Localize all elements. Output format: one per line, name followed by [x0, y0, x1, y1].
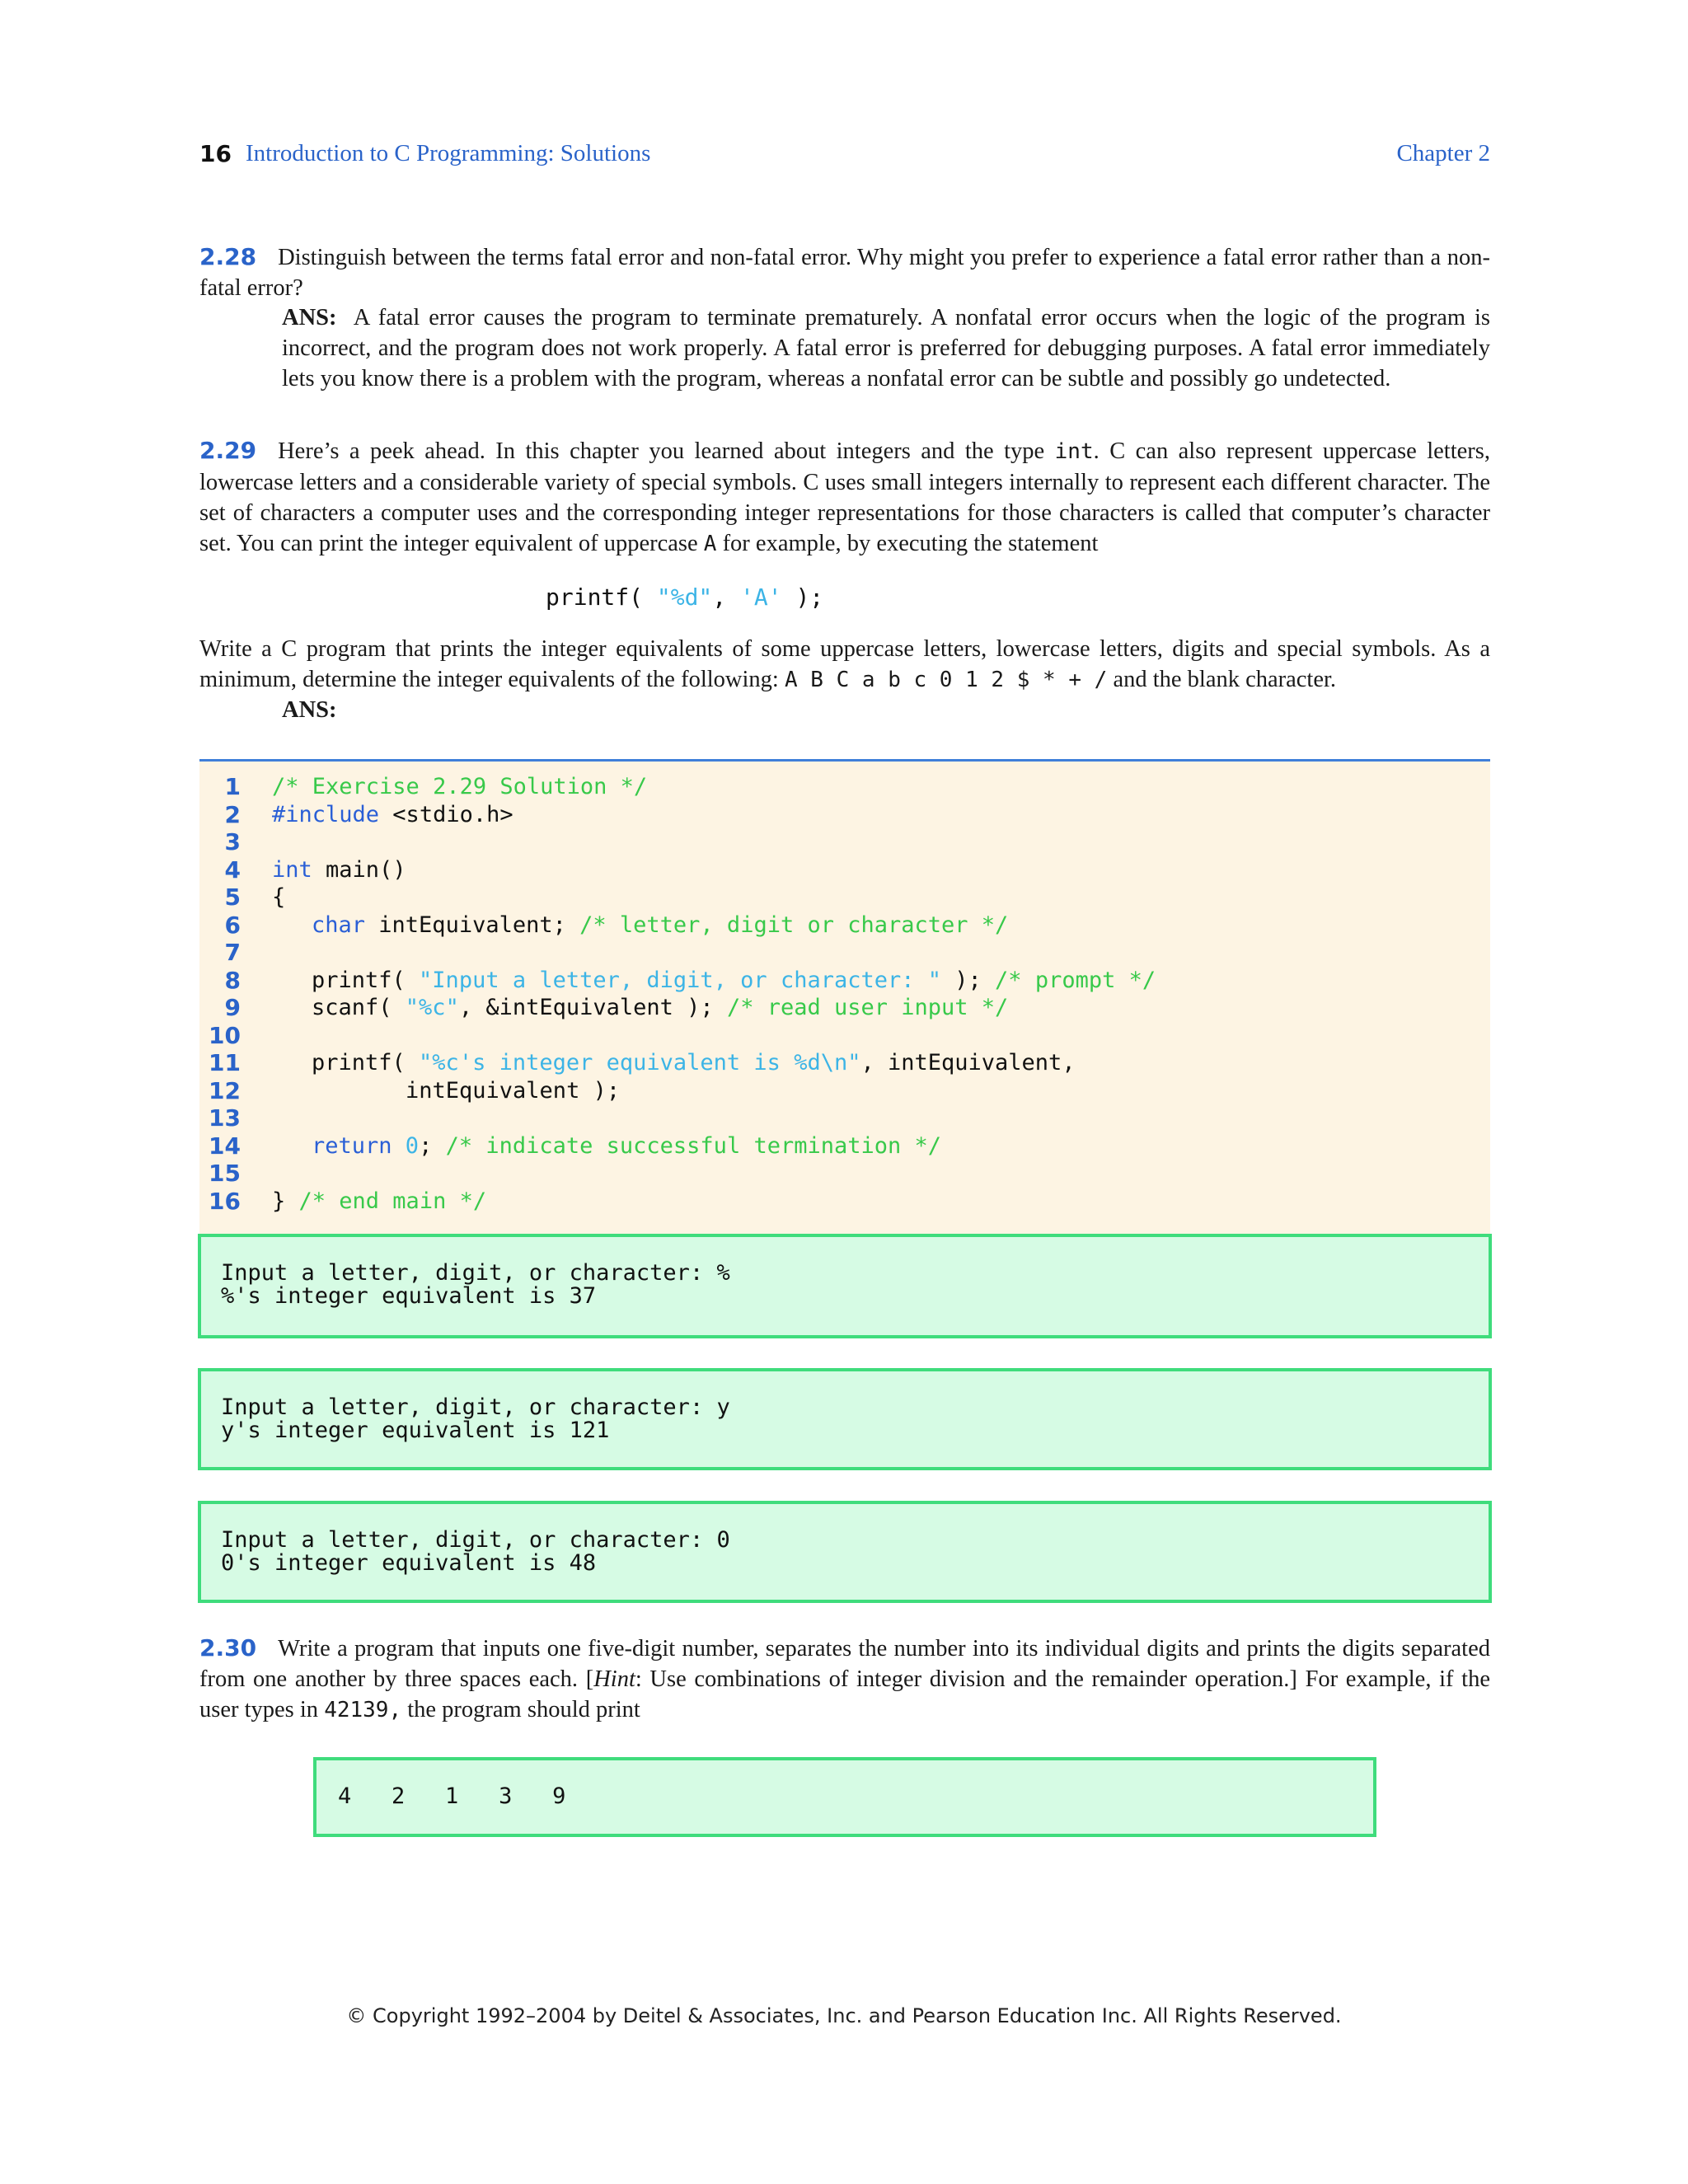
question-text-5: and the blank character.: [1113, 667, 1337, 692]
exercise-2-29-question: [199, 435, 1490, 560]
code-line: 16 } /* end main */: [209, 1188, 487, 1215]
output-box: [198, 1368, 1492, 1470]
code-line: 15: [209, 1160, 241, 1187]
inline-code-number: 42139,: [324, 1698, 402, 1722]
output-line: y's integer equivalent is 121: [221, 1418, 610, 1443]
code-line: 1 /* Exercise 2.29 Solution */: [224, 773, 648, 800]
inline-code-A: A: [703, 532, 717, 556]
code-line: 13: [209, 1104, 241, 1132]
copyright-footer: © Copyright 1992–2004 by Deitel & Associates, Inc. and Pearson Education Inc. All Rights Reserved.: [346, 2004, 1342, 2027]
output-box: [198, 1501, 1492, 1603]
output-line: 4 2 1 3 9: [338, 1783, 566, 1809]
question-text: Distinguish between the terms fatal error and non-fatal error. Why might you prefer to experience a fatal error rather than a non-fatal error?: [199, 245, 1490, 301]
answer-label: ANS:: [282, 305, 337, 330]
exercise-number: 2.30: [199, 1634, 257, 1661]
exercise-2-28-answer: [282, 302, 1490, 394]
question-text-3: for example, by executing the statement: [722, 531, 1099, 556]
exercise-2-29-answer-label: [282, 695, 1490, 725]
chapter-label: Chapter 2: [1396, 140, 1490, 166]
code-line: 3: [224, 828, 241, 855]
question-text-2: : Use combinations of integer division and the remainder operation.] For example, if the user types in: [199, 1666, 1490, 1722]
output-line: Input a letter, digit, or character: 0: [221, 1527, 730, 1553]
output-line: 0's integer equivalent is 48: [221, 1550, 597, 1576]
code-line: 14 return 0; /* indicate successful termination */: [209, 1132, 942, 1160]
code-line: 8 printf( "Input a letter, digit, or character: " ); /* prompt */: [224, 967, 1156, 994]
answer-text: A fatal error causes the program to terminate prematurely. A nonfatal error occurs when the logic of the program is incorrect, and the program does not work properly. A fatal error is preferred for debugging purposes. A fatal error immediately lets you know there is a problem with the program, whereas a nonfatal error can be subtle and possibly go undetected.: [282, 305, 1490, 391]
output-box: [198, 1234, 1492, 1338]
code-line: 9 scanf( "%c", &intEquivalent ); /* read user input */: [224, 994, 1009, 1021]
question-text-1: Write a program that inputs one five-digit number, separates the number into its individual digits and prints the digits separated from one another by three spaces each. [: [199, 1636, 1490, 1692]
exercise-number: 2.29: [199, 437, 257, 464]
code-line: 4 int main(): [224, 856, 406, 883]
question-text-4: Write a C program that prints the integer equivalents of some uppercase letters, lowercase letters, digits and special symbols. As a minimum, determine the integer equivalents of the following:: [199, 636, 1490, 692]
question-text-2: . C can also represent uppercase letters, lowercase letters and a considerable variety of special symbols. C uses small integers internally to represent each different character. The set of characters a computer uses and the corresponding integer representations for those characters is called that computer’s character set. You can print the integer equivalent of uppercase: [199, 438, 1491, 556]
exercise-2-28-question: [199, 241, 1490, 303]
output-line: Input a letter, digit, or character: %: [221, 1260, 730, 1286]
question-text-3: the program should print: [407, 1697, 640, 1722]
code-listing: [199, 762, 1490, 1234]
code-line: 10: [209, 1022, 241, 1049]
question-text-1: Here’s a peek ahead. In this chapter you learned about integers and the type: [278, 438, 1045, 464]
hint-label: Hint: [593, 1666, 635, 1692]
digit-output-box: [313, 1757, 1376, 1837]
character-list: A B C a b c 0 1 2 $ * + /: [784, 668, 1108, 692]
example-statement: printf( "%d", 'A' );: [546, 583, 824, 611]
code-line: 5 {: [224, 883, 286, 911]
output-line: Input a letter, digit, or character: y: [221, 1394, 730, 1420]
exercise-2-29-question-part2: [199, 634, 1490, 696]
book-title: Introduction to C Programming: Solutions: [246, 140, 651, 166]
output-line: %'s integer equivalent is 37: [221, 1283, 597, 1309]
page-header: [199, 140, 1490, 176]
code-line: 2 #include <stdio.h>: [224, 801, 513, 828]
exercise-2-30-question: [199, 1633, 1490, 1726]
page-number: 16: [199, 140, 232, 167]
code-line: 11 printf( "%c's integer equivalent is %d\n", intEquivalent,: [209, 1049, 1076, 1076]
answer-label: ANS:: [282, 697, 337, 723]
code-line: 6 char intEquivalent; /* letter, digit or character */: [224, 912, 1009, 939]
code-line: 7: [224, 939, 241, 966]
inline-code-int: int: [1054, 439, 1094, 464]
code-line: 12 intEquivalent );: [209, 1077, 621, 1104]
exercise-number: 2.28: [199, 243, 257, 270]
